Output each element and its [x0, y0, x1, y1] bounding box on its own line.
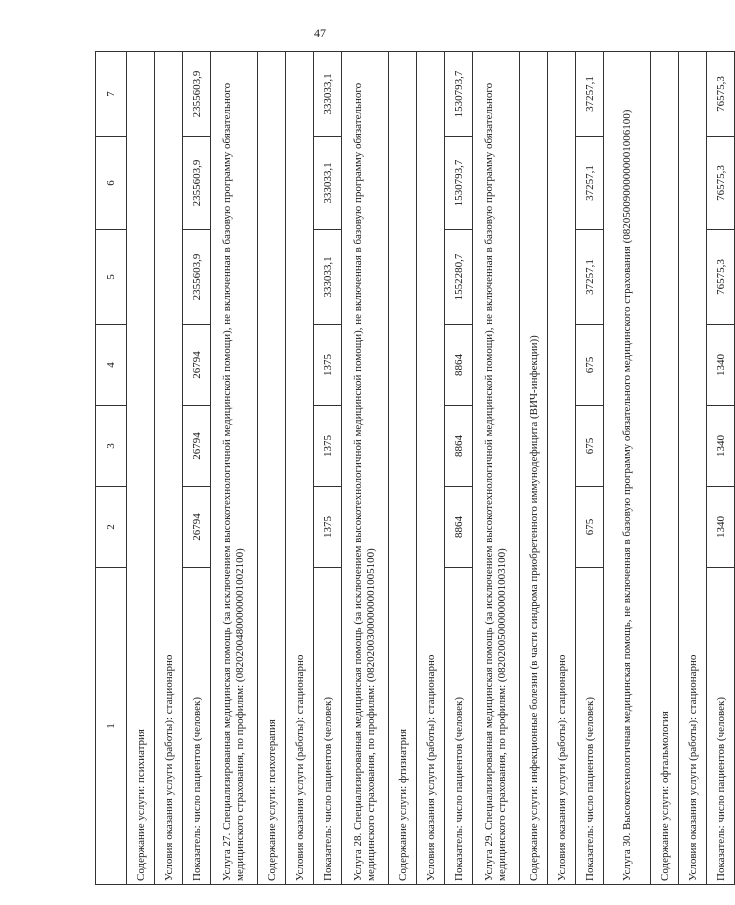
value-cell: 37257,1 [576, 230, 604, 325]
section-heading: Содержание услуги: фтизиатрия [389, 52, 417, 885]
value-cell: 8864 [445, 487, 473, 568]
section-heading: Содержание услуги: инфекционные болезни (в части синдрома приобретенного иммунодефицита (ВИЧ-инфекции)) [520, 52, 548, 885]
value-cell: 37257,1 [576, 52, 604, 137]
value-cell: 26794 [183, 406, 211, 487]
header-cell: 3 [96, 406, 127, 487]
service-row [211, 52, 258, 885]
value-cell: 1340 [707, 487, 735, 568]
header-cell: 6 [96, 137, 127, 230]
section-row [651, 52, 679, 885]
table-row [183, 52, 211, 885]
section-heading: Содержание услуги: психотерапия [258, 52, 286, 885]
value-cell: 675 [576, 325, 604, 406]
value-cell: 76575,3 [707, 52, 735, 137]
section-row [286, 52, 314, 885]
service-description: Услуга 27. Специализированная медицинская помощь (за исключением высокотехнологичной медицинской помощи), не включенная в базовую программу обязательного медицинского страхования, по профилям: (08202004800000001002100) [211, 52, 258, 885]
section-heading: Содержание услуги: психиатрия [127, 52, 155, 885]
header-cell: 1 [96, 568, 127, 885]
value-cell: 1375 [314, 487, 342, 568]
section-row [155, 52, 183, 885]
value-cell: 333033,1 [314, 52, 342, 137]
section-row [389, 52, 417, 885]
value-cell: 1530793,7 [445, 52, 473, 137]
value-cell: 2355603,9 [183, 52, 211, 137]
value-cell: 8864 [445, 406, 473, 487]
indicator-label: Показатель: число пациентов (человек) [314, 568, 342, 885]
header-row [96, 52, 127, 885]
value-cell: 1375 [314, 325, 342, 406]
value-cell: 76575,3 [707, 137, 735, 230]
value-cell: 1530793,7 [445, 137, 473, 230]
value-cell: 8864 [445, 325, 473, 406]
section-heading: Условия оказания услуги (работы): стационарно [548, 52, 576, 885]
services-table [95, 51, 735, 885]
value-cell: 1375 [314, 406, 342, 487]
table-row [576, 52, 604, 885]
value-cell: 333033,1 [314, 137, 342, 230]
value-cell: 2355603,9 [183, 230, 211, 325]
service-description: Услуга 29. Специализированная медицинская помощь (за исключением высокотехнологичной медицинской помощи), не включенная в базовую программу обязательного медицинского страхования, по профилям: (08202005000000001003100) [473, 52, 520, 885]
value-cell: 1340 [707, 325, 735, 406]
section-heading: Содержание услуги: офтальмология [651, 52, 679, 885]
section-heading: Условия оказания услуги (работы): стационарно [286, 52, 314, 885]
service-row [473, 52, 520, 885]
page-number: 47 [314, 26, 326, 40]
section-row [417, 52, 445, 885]
value-cell: 675 [576, 487, 604, 568]
table-row [445, 52, 473, 885]
section-row [679, 52, 707, 885]
table-row [314, 52, 342, 885]
section-row [258, 52, 286, 885]
service-row [342, 52, 389, 885]
indicator-label: Показатель: число пациентов (человек) [445, 568, 473, 885]
indicator-label: Показатель: число пациентов (человек) [707, 568, 735, 885]
service-row [604, 52, 651, 885]
section-heading: Условия оказания услуги (работы): стационарно [417, 52, 445, 885]
value-cell: 1340 [707, 406, 735, 487]
rotated-table-container [95, 52, 727, 885]
section-heading: Условия оказания услуги (работы): стационарно [679, 52, 707, 885]
header-cell: 7 [96, 52, 127, 137]
indicator-label: Показатель: число пациентов (человек) [183, 568, 211, 885]
value-cell: 1552280,7 [445, 230, 473, 325]
header-cell: 2 [96, 487, 127, 568]
value-cell: 2355603,9 [183, 137, 211, 230]
section-row [520, 52, 548, 885]
section-row [548, 52, 576, 885]
value-cell: 37257,1 [576, 137, 604, 230]
section-heading: Условия оказания услуги (работы): стационарно [155, 52, 183, 885]
value-cell: 26794 [183, 325, 211, 406]
header-cell: 4 [96, 325, 127, 406]
header-cell: 5 [96, 230, 127, 325]
table-row [707, 52, 735, 885]
service-description: Услуга 28. Специализированная медицинская помощь (за исключением высокотехнологичной медицинской помощи), не включенная в базовую программу обязательного медицинского страхования, по профилям: (08202003000000001005100) [342, 52, 389, 885]
indicator-label: Показатель: число пациентов (человек) [576, 568, 604, 885]
service-description: Услуга 30. Высокотехнологичная медицинская помощь, не включенная в базовую программу обязательного медицинского страхования (08205009000000001006100) [604, 52, 651, 885]
value-cell: 675 [576, 406, 604, 487]
value-cell: 76575,3 [707, 230, 735, 325]
section-row [127, 52, 155, 885]
value-cell: 333033,1 [314, 230, 342, 325]
value-cell: 26794 [183, 487, 211, 568]
